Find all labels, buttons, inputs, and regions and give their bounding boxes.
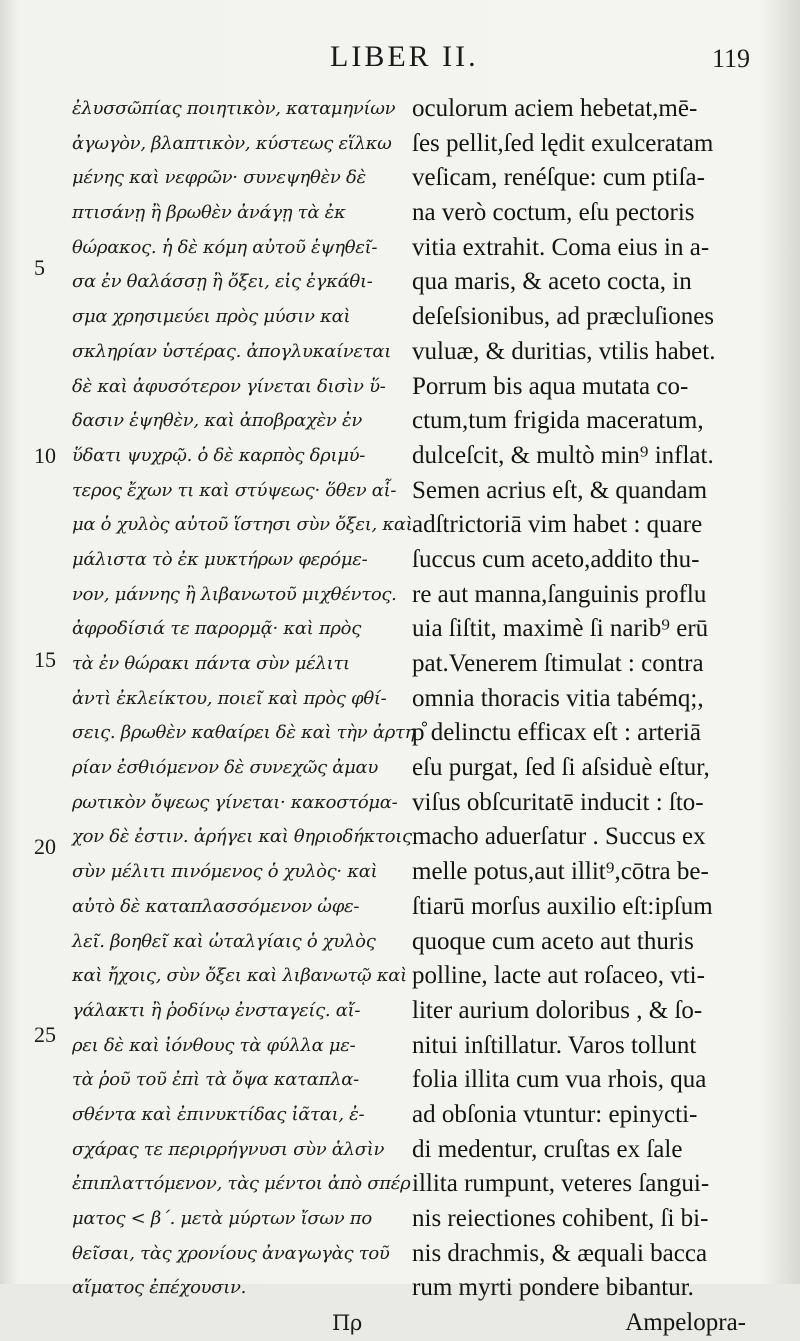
latin-line: p̊ delinctu efficax eſt : arteriā: [412, 719, 701, 747]
greek-line: μα ὁ χυλὸς αὐτοῦ ἵστησι σὺν ὄξει, καὶ: [72, 514, 413, 536]
greek-line: τερος ἔχων τι καὶ στύψεως· ὅθεν αἷ-: [72, 479, 397, 501]
latin-line: viſus obſcuritatē inducit : ſto-: [412, 788, 704, 816]
greek-line: αὐτὸ δὲ καταπλασσόμενον ὠφε-: [72, 895, 360, 917]
latin-line: ſuccus cum aceto,addito thu-: [412, 545, 700, 573]
greek-line: ρωτικὸν ὄψεως γίνεται· κακοστόμα-: [72, 791, 398, 813]
latin-line: re aut manna,ſanguinis proflu: [412, 580, 707, 608]
latin-line: vuluæ, & duritias, vtilis habet.: [412, 337, 716, 365]
latin-line: nis drachmis, & æquali bacca: [412, 1239, 708, 1267]
latin-line: qua maris, & aceto cocta, in: [412, 268, 692, 296]
greek-line: σθέντα καὶ ἐπινυκτίδας ἰᾶται, ἐ-: [72, 1103, 365, 1125]
latin-line: oculorum aciem hebetat,mē-: [412, 95, 698, 122]
latin-line: rum myrti pondere bibantur.: [412, 1274, 694, 1302]
latin-line: deſeſsionibus, ad præcluſiones: [412, 303, 715, 331]
greek-text-column: [72, 92, 416, 1341]
latin-line: pat.Venerem ſtimulat : contra: [412, 650, 704, 677]
latin-text-column: [412, 92, 762, 1341]
latin-line: ad obſonia vtuntur: epinycti-: [412, 1100, 698, 1128]
greek-line: δασιν ἑψηθὲν, καὶ ἀποβραχὲν ἐν: [72, 410, 362, 432]
greek-line: ἀγωγὸν, βλαπτικὸν, κύστεως εἵλκω: [72, 132, 392, 154]
greek-line: αἵματος ἐπέχουσιν.: [72, 1277, 247, 1299]
latin-line: folia illita cum vua rhois, qua: [412, 1066, 707, 1094]
latin-line: nis reiectiones cohibent, ſi bi-: [412, 1205, 709, 1232]
latin-catchword: Ampelopra-: [625, 1309, 746, 1337]
greek-line: ἐπιπλαττόμενον, τὰς μέντοι ἀπὸ σπέρ: [72, 1173, 411, 1195]
greek-line: νον, μάννης ἢ λιβανωτοῦ μιχθέντος.: [72, 583, 397, 605]
latin-line: di medentur, cruſtas ex ſale: [412, 1135, 683, 1163]
greek-line: λεῖ. βοηθεῖ καὶ ὠταλγίαις ὁ χυλὸς: [72, 930, 376, 952]
greek-line: ρίαν ἐσθιόμενον δὲ συνεχῶς ἀμαυ: [72, 757, 379, 779]
latin-line: eſu purgat, ſed ſi aſsiduè eſtur,: [412, 754, 710, 782]
greek-line: ἐλυσσῶπίας ποιητικὸν, καταμηνίων: [72, 98, 396, 119]
latin-line: illita rumpunt, veteres ſangui-: [412, 1170, 710, 1198]
line-number: 10: [34, 443, 56, 468]
greek-line: μένης καὶ νεφρῶν· συνεψηθὲν δὲ: [72, 167, 366, 189]
greek-line: πτισάνῃ ἢ βρωθὲν ἀνάγῃ τὰ ἐκ: [72, 202, 346, 224]
latin-line: ſes pellit,ſed lędit exulceratam: [412, 129, 714, 157]
latin-line: omnia thoracis vitia tabémq;,: [412, 684, 704, 712]
latin-line: Semen acrius eſt, & quandam: [412, 476, 708, 504]
greek-line: τὰ ἐν θώρακι πάντα σὺν μέλιτι: [72, 653, 350, 674]
latin-line: quoque cum aceto aut thuris: [412, 927, 694, 955]
greek-line: καὶ ἤχοις, σὺν ὄξει καὶ λιβανωτῷ καὶ: [72, 965, 407, 987]
greek-line: ἀφροδίσιά τε παρορμᾷ· καὶ πρὸς: [72, 618, 361, 640]
greek-line: σὺν μέλιτι πινόμενος ὁ χυλὸς· καὶ: [72, 861, 378, 883]
greek-line: ἀντὶ ἐκλείκτου, ποιεῖ καὶ πρὸς φθί-: [72, 687, 387, 709]
latin-line: na verò coctum, eſu pectoris: [412, 199, 695, 227]
page-header: [0, 38, 800, 78]
greek-line: χον δὲ ἐστιν. ἀρήγει καὶ θηριοδήκτοις: [72, 826, 412, 848]
greek-line: θώρακος. ἡ δὲ κόμη αὐτοῦ ἑψηθεῖ-: [72, 236, 378, 258]
line-number: 20: [34, 834, 56, 859]
greek-line: μάλιστα τὸ ἐκ μυκτήρων φερόμε-: [72, 548, 368, 570]
latin-line: ſtiarū morſus auxilio eſt:ipſum: [412, 892, 713, 920]
greek-line: σμα χρησιμεύει πρὸς μύσιν καὶ: [72, 306, 351, 328]
greek-line: σκληρίαν ὑστέρας. ἀπογλυκαίνεται: [72, 340, 391, 362]
greek-line: σχάρας τε περιρρήγνυσι σὺν ἁλσὶν: [72, 1138, 385, 1160]
greek-line: τὰ ῥοῦ τοῦ ἐπὶ τὰ ὄψα καταπλα-: [72, 1069, 359, 1091]
greek-line: ματος < β΄. μετὰ μύρτων ἴσων πο: [72, 1208, 372, 1229]
line-number: 5: [34, 255, 45, 280]
latin-line: liter aurium doloribus , & ſo-: [412, 996, 703, 1024]
latin-line: adſtrictoriā vim habet : quare: [412, 511, 703, 539]
line-number: 15: [34, 647, 56, 672]
latin-line: macho aduerſatur . Succus ex: [412, 823, 706, 851]
latin-line: nitui inſtillatur. Varos tollunt: [412, 1031, 697, 1059]
greek-line: σα ἐν θαλάσσῃ ἢ ὄξει, εἰς ἐγκάθι-: [72, 271, 373, 293]
greek-line: γάλακτι ἢ ῥοδίνῳ ἐνσταγείς. αἴ-: [72, 999, 361, 1021]
line-number: 25: [34, 1022, 56, 1047]
greek-catchword: Πρ: [331, 1311, 362, 1336]
latin-line: Porrum bis aqua mutata co-: [412, 372, 689, 400]
latin-line: uia ſiſtit, maximè ſi narib⁹ erū: [412, 615, 709, 643]
greek-line: σεις. βρωθὲν καθαίρει δὲ καὶ τὴν ἀρτη: [72, 722, 416, 744]
latin-line: dulceſcit, & multò min⁹ inflat.: [412, 441, 714, 469]
greek-line: ρει δὲ καὶ ἰόνθους τὰ φύλλα με-: [72, 1034, 356, 1056]
latin-line: ctum,tum frigida maceratum,: [412, 407, 704, 435]
latin-line: veſicam, renéſque: cum ptiſa-: [412, 164, 705, 192]
page-number: 119: [712, 44, 751, 73]
greek-line: δὲ καὶ ἀφυσότερον γίνεται δισὶν ὕ-: [72, 375, 386, 397]
latin-line: melle potus,aut illit⁹,cōtra be-: [412, 858, 709, 886]
greek-line: θεῖσαι, τὰς χρονίους ἀναγωγὰς τοῦ: [72, 1242, 390, 1264]
latin-line: polline, lacte aut roſaceo, vti-: [412, 962, 705, 990]
running-head: LIBER II.: [330, 40, 479, 73]
greek-line: ὕδατι ψυχρῷ. ὁ δὲ καρπὸς δριμύ-: [72, 444, 366, 466]
latin-line: vitia extrahit. Coma eius in a-: [412, 233, 710, 261]
